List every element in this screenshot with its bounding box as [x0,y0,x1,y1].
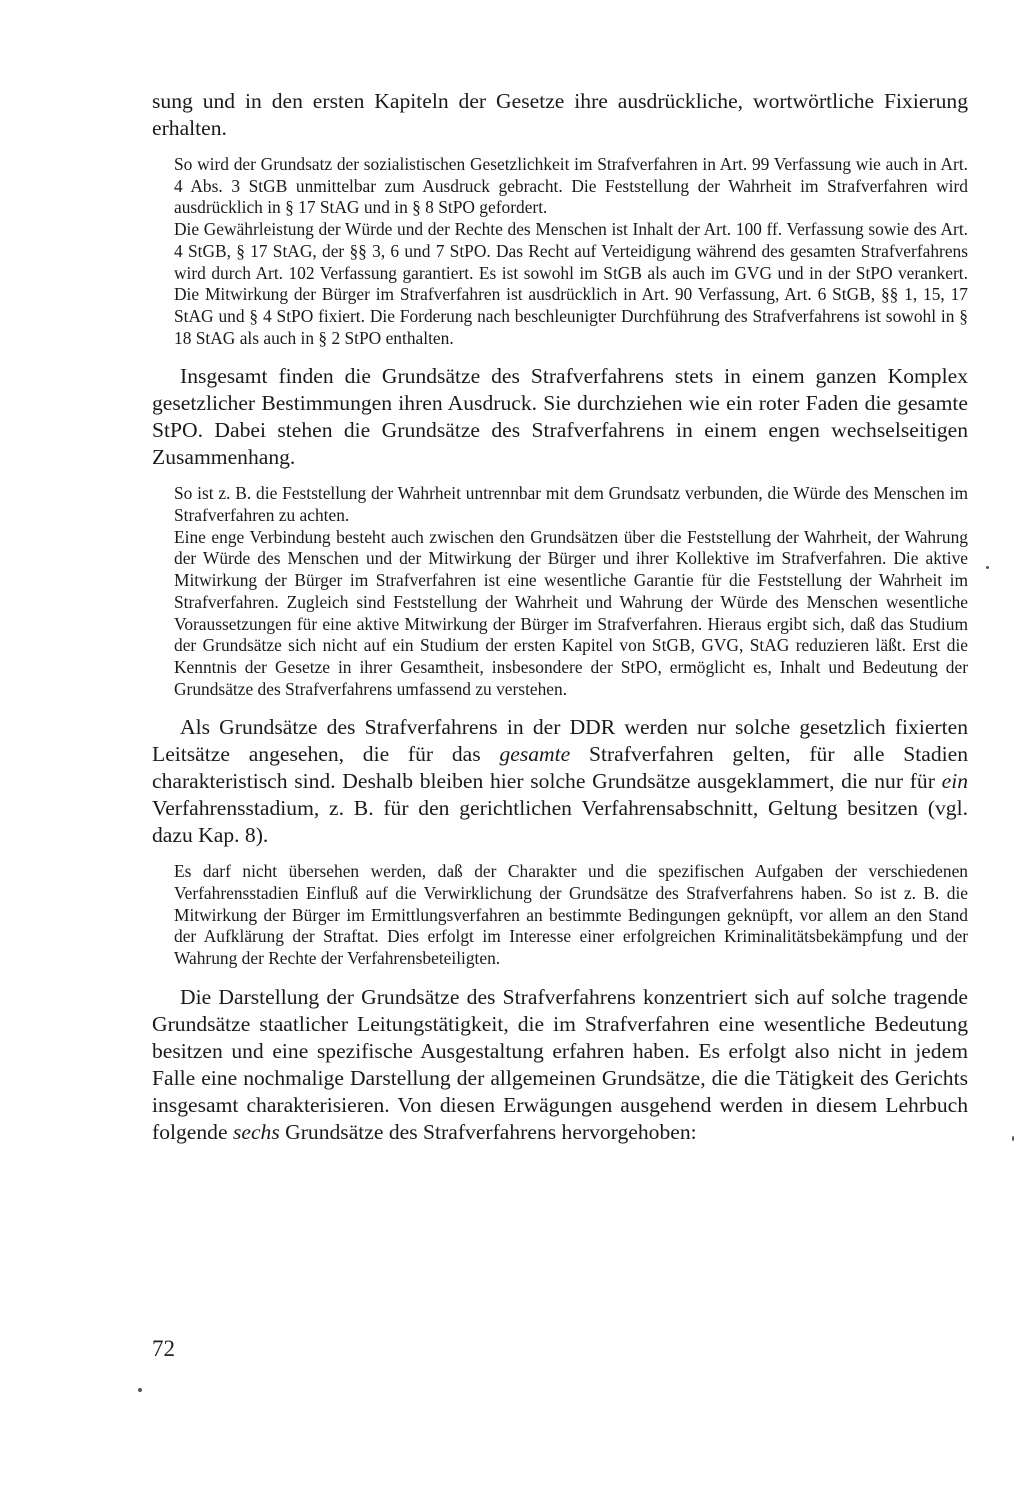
scan-speck [138,1388,142,1392]
emphasis-text: sechs [232,1119,280,1144]
scan-speck [1012,1136,1014,1141]
text-run: Strafverfahren gelten, für alle Stadien charakteristisch sind. Deshalb bleiben hier solche Grundsätze ausgeklammert, die nur für [152,742,968,794]
small-print-paragraph: So ist z. B. die Feststellung der Wahrheit untrennbar mit dem Grundsatz verbunden, die Würde des Menschen im Strafverfahren zu achten. [174,483,968,526]
text-run: Die Darstellung der Grundsätze des Strafverfahrens konzentriert sich auf solche tragende Grundsätze staatlicher Leitungstätigkeit, die im Strafverfahren eine wesentliche Bedeutung besitzen und eine spezifische Ausgestaltung erfahren haben. Es erfolgt also nicht in jedem Falle eine nochmalige Darstellung der allgemeinen Grundsätze, die die Tätigkeit des Gerichts insgesamt charakterisieren. Von diesen Erwägungen ausgehend werden in diesem Lehrbuch folgende [152,984,968,1144]
page-number: 72 [152,1336,175,1361]
paragraph-body: Insgesamt finden die Grundsätze des Strafverfahrens stets in einem ganzen Komplex gesetzlicher Bestimmungen ihren Ausdruck. Sie durchziehen wie ein roter Faden die gesamte StPO. Dabei stehen die Grundsätze des Strafverfahrens in einem engen wechselseitigen Zusammenhang. [152,364,968,470]
small-print-paragraph: Eine enge Verbindung besteht auch zwischen den Grundsätzen über die Feststellung der Wahrheit, der Wahrung der Würde des Menschen und der Mitwirkung der Bürger und ihrer Kollektive im Strafverfahren. Die aktive Mitwirkung der Bürger im Strafverfahren ist eine wesentliche Garantie für die Feststellung der Wahrheit im Strafverfahren. Zugleich sind Feststellung der Wahrheit und Wahrung der Würde des Menschen wesentliche Voraussetzungen für eine aktive Mitwirkung der Bürger im Strafverfahren. Hieraus ergibt sich, daß das Studium der Grundsätze sich nicht auf ein Studium der ersten Kapitel von StGB, GVG, StAG reduzieren läßt. Erst die Kenntnis der Gesetze in ihrer Gesamtheit, insbesondere der StPO, ermöglicht es, Inhalt und Bedeutung der Grundsätze des Strafverfahrens umfassend zu verstehen. [174,526,968,699]
paragraph-body [152,984,968,1146]
paragraph-continuation: sung und in den ersten Kapiteln der Gesetze ihre ausdrückliche, wortwörtliche Fixierung erhalten. [152,89,968,140]
text-column [152,88,968,1146]
small-print-paragraph: So wird der Grundsatz der sozialistischen Gesetzlichkeit im Strafverfahren in Art. 99 Verfassung wie auch in Art. 4 Abs. 3 StGB unmittelbar zum Ausdruck gebracht. Die Feststellung der Wahrheit im Strafverfahren wird ausdrücklich in § 17 StAG und in § 8 StPO gefordert. [174,154,968,218]
text-run: Verfahrensstadium, z. B. für den gerichtlichen Verfahrensabschnitt, Geltung besitzen (vgl. dazu Kap. 8). [152,796,968,848]
small-print-paragraph: Die Gewährleistung der Würde und der Rechte des Menschen ist Inhalt der Art. 100 ff. Verfassung sowie des Art. 4 StGB, § 17 StAG, der §§ 3, 6 und 7 StPO. Das Recht auf Verteidigung während des gesamten Strafverfahrens wird durch Art. 102 Verfassung garantiert. Es ist sowohl im StGB als auch im GVG und in der StPO verankert. Die Mitwirkung der Bürger im Strafverfahren ist ausdrücklich in Art. 90 Verfassung, Art. 6 StGB, §§ 1, 15, 17 StAG und § 4 StPO fixiert. Die Forderung nach beschleunigter Durchführung des Strafverfahrens ist sowohl in § 18 StAG als auch in § 2 StPO enthalten. [174,219,968,348]
paragraph-body [152,714,968,849]
small-print-block-1 [174,154,968,349]
small-print-block-3 [174,861,968,970]
text-run: Als Grundsätze des Strafverfahrens in der DDR werden nur solche gesetzlich fixierten Leitsätze angesehen, die für das [152,715,968,767]
emphasis-text: ein [941,769,968,794]
text-run: Grundsätze des Strafverfahrens hervorgehoben: [279,1119,697,1144]
emphasis-text: gesamte [499,742,571,767]
small-print-paragraph: Es darf nicht übersehen werden, daß der Charakter und die spezifischen Aufgaben der verschiedenen Verfahrensstadien Einfluß auf die Verwirklichung der Grundsätze des Strafverfahrens haben. So ist z. B. die Mitwirkung der Bürger im Ermittlungsverfahren an bestimmte Bedingungen geknüpft, vor allem an den Stand der Aufklärung der Straftat. Dies erfolgt im Interesse einer erfolgreichen Kriminalitätsbekämpfung und der Wahrung der Rechte der Verfahrensbeteiligten. [174,861,968,969]
scan-speck [986,566,989,569]
small-print-block-2 [174,483,968,700]
